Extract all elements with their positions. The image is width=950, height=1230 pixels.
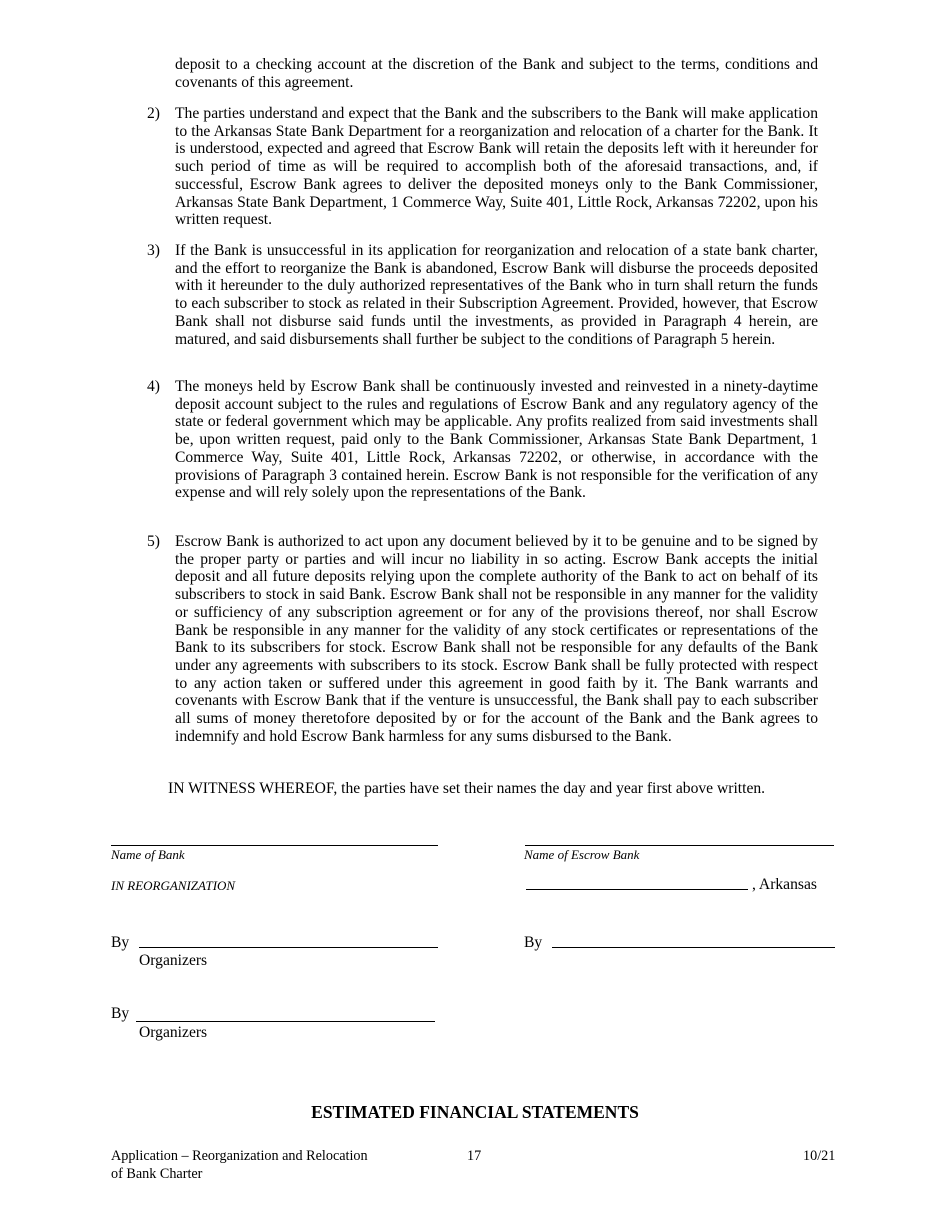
organizers-label-2: Organizers — [139, 1024, 208, 1041]
in-reorganization-label: IN REORGANIZATION — [111, 878, 236, 893]
bank-name-signature-line[interactable] — [111, 845, 438, 846]
footer-title-line-2: of Bank Charter — [111, 1166, 203, 1182]
name-of-escrow-bank-label: Name of Escrow Bank — [524, 847, 640, 862]
paragraph-3-text: If the Bank is unsuccessful in its application for reorganization and relocation of a state bank charter, and the effort to reorganize the Bank is abandoned, Escrow Bank will disburse the proceeds deposited with it hereunder to the duly authorized representatives of the Bank who in turn shall return the funds to each subscriber to stock as related in their Subscription Agreement. Provided, however, that Escrow Bank shall not disburse said funds until the investments, as provided in Paragraph 4 herein, are matured, and said disbursements shall further be subject to the conditions of Paragraph 5 herein. — [175, 242, 818, 348]
escrow-bank-city-line[interactable] — [526, 889, 748, 890]
paragraph-2-text: The parties understand and expect that the Bank and the subscribers to the Bank will make application to the Arkansas State Bank Department for a reorganization and relocation of a charter for the Bank. It is understood, expected and agreed that Escrow Bank will retain the deposits left with it hereunder for such period of time as will be required to accomplish both of the aforesaid transactions, and, if successful, Escrow Bank agrees to deliver the deposited moneys only to the Bank Commissioner, Arkansas State Bank Department, 1 Commerce Way, Suite 401, Little Rock, Arkansas 72202, upon his written request. — [175, 105, 818, 229]
footer-title-line-1: Application – Reorganization and Relocation — [111, 1148, 368, 1164]
escrow-bank-name-signature-line[interactable] — [525, 845, 834, 846]
escrow-signature-line[interactable] — [552, 947, 835, 948]
name-of-bank-label: Name of Bank — [111, 847, 185, 862]
by-label-2: By — [111, 1005, 130, 1022]
section-title: ESTIMATED FINANCIAL STATEMENTS — [311, 1102, 639, 1122]
by-label-escrow: By — [524, 934, 543, 951]
witness-statement: IN WITNESS WHEREOF, the parties have set their names the day and year first above written. — [168, 780, 766, 797]
paragraph-5-number: 5) — [147, 533, 160, 550]
paragraph-4-text: The moneys held by Escrow Bank shall be continuously invested and reinvested in a ninety-daytime deposit account subject to the rules and regulations of Escrow Bank and any regulatory agency of the state or federal government which may be applicable. Any profits realized from said investments shall be, upon written request, paid only to the Bank Commissioner, Arkansas State Bank Department, 1 Commerce Way, Suite 401, Little Rock, Arkansas 72202, or otherwise, in accordance with the provisions of Paragraph 3 contained herein. Escrow Bank is not responsible for the verification of any expense and will rely solely upon the representations of the Bank. — [175, 378, 818, 502]
by-label-1: By — [111, 934, 130, 951]
paragraph-2-number: 2) — [147, 105, 160, 122]
paragraph-4-number: 4) — [147, 378, 160, 395]
organizer-signature-line-1[interactable] — [139, 947, 438, 948]
revision-date: 10/21 — [803, 1148, 836, 1164]
page-number: 17 — [467, 1148, 482, 1164]
organizer-signature-line-2[interactable] — [136, 1021, 435, 1022]
intro-continuation-text: deposit to a checking account at the discretion of the Bank and subject to the terms, conditions and covenants of this agreement. — [175, 56, 818, 91]
organizers-label-1: Organizers — [139, 952, 208, 969]
arkansas-suffix: , Arkansas — [752, 876, 817, 893]
paragraph-5-text: Escrow Bank is authorized to act upon any document believed by it to be genuine and to be signed by the proper party or parties and will incur no liability in so acting. Escrow Bank accepts the initial deposit and all future deposits relying upon the complete authority of the Bank to act on behalf of its subscribers to stock in said Bank. Escrow Bank shall not be responsible in any manner for the validity or sufficiency of any subscription agreement or for any of the provisions thereof, nor shall Escrow Bank be responsible in any manner for the validity of any stock certificates or representations of the Bank to its subscribers for stock. Escrow Bank shall not be responsible for any defaults of the Bank under any agreements with subscribers to its stock. Escrow Bank shall be fully protected with respect to any action taken or suffered under this agreement in good faith by it. The Bank warrants and covenants with Escrow Bank that if the venture is unsuccessful, the Bank shall pay to each subscriber all sums of money theretofore deposited by or for the account of the Bank and the Bank agrees to indemnify and hold Escrow Bank harmless for any sums disbursed to the Bank. — [175, 533, 818, 745]
paragraph-3-number: 3) — [147, 242, 160, 259]
